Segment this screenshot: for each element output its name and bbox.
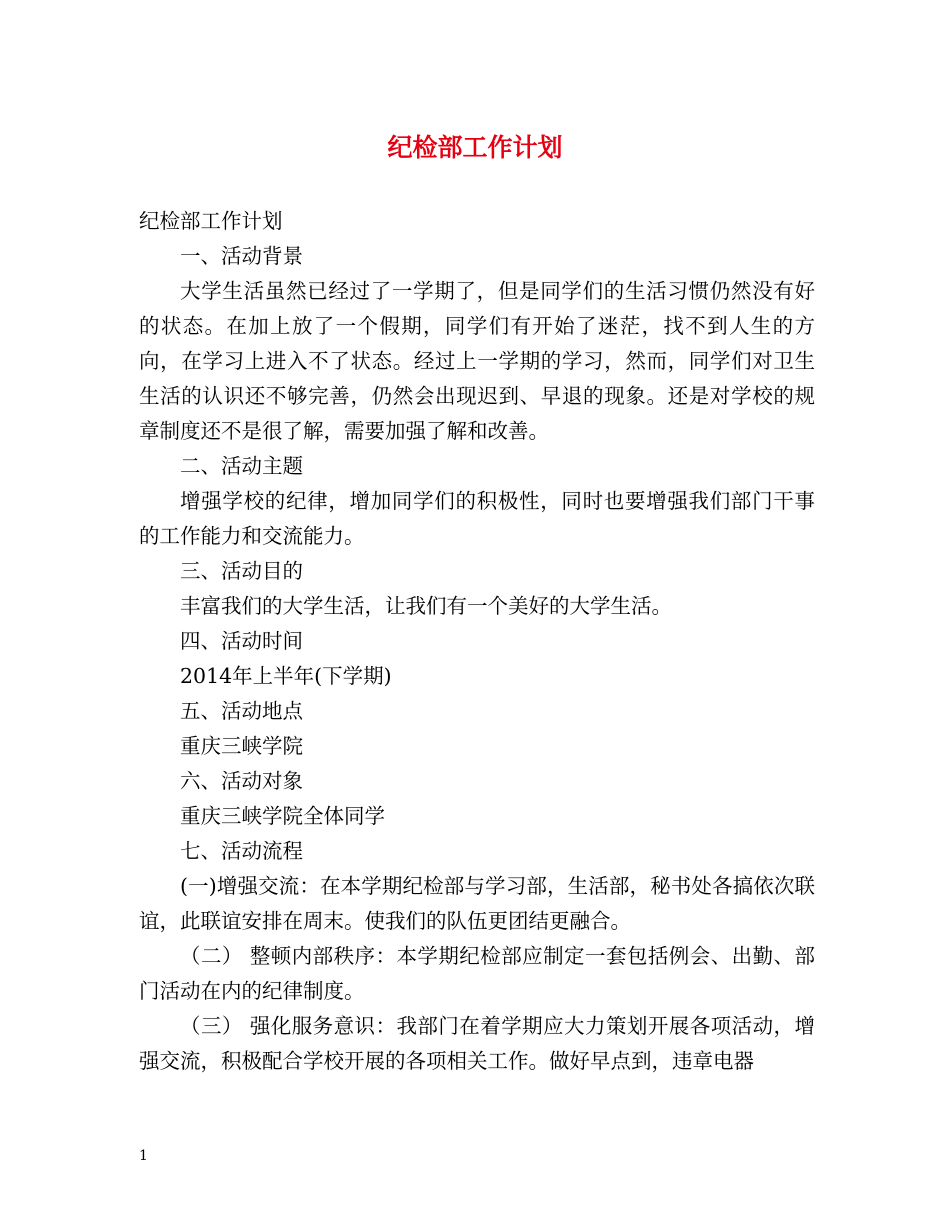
section-heading: 五、活动地点 [180,699,303,723]
section-heading: 六、活动对象 [180,769,303,793]
doc-paragraph: 大学生活虽然已经过了一学期了，但是同学们的生活习惯仍然没有好的状态。在加上放了一个假期，同学们有开始了迷茫，找不到人生的方向，在学习上进入不了状态。经过上一学期的学习，然而，同学们对卫生生活的认识还不够完善，仍然会出现迟到、早退的现象。还是对学校的规章制度还不是很了解，需要加强了解和改善。 [139,279,815,443]
doc-paragraph: (一)增强交流：在本学期纪检部与学习部，生活部，秘书处各搞依次联谊，此联谊安排在周末。使我们的队伍更团结更融合。 [139,874,815,933]
page-number: 1 [139,1148,148,1164]
section-heading: 三、活动目的 [180,559,303,583]
document-body [139,204,815,1079]
section-heading: 一、活动背景 [180,244,303,268]
section-heading: 四、活动时间 [180,629,303,653]
doc-paragraph: 重庆三峡学院全体同学 [180,804,385,828]
page-title: 纪检部工作计划 [387,133,563,162]
section-heading: 二、活动主题 [180,454,303,478]
doc-paragraph: 丰富我们的大学生活，让我们有一个美好的大学生活。 [180,594,672,618]
doc-paragraph: （二） 整顿内部秩序：本学期纪检部应制定一套包括例会、出勤、部门活动在内的纪律制度。 [139,944,815,1003]
doc-paragraph: 增强学校的纪律，增加同学们的积极性，同时也要增强我们部门干事的工作能力和交流能力。 [139,489,815,548]
doc-paragraph: （三） 强化服务意识：我部门在着学期应大力策划开展各项活动，增强交流，积极配合学校开展的各项相关工作。做好早点到，违章电器 [139,1014,815,1073]
doc-paragraph: 2014年上半年(下学期) [180,664,392,688]
doc-paragraph: 重庆三峡学院 [180,734,303,758]
section-heading: 七、活动流程 [180,839,303,863]
doc-paragraph: 纪检部工作计划 [139,209,283,233]
